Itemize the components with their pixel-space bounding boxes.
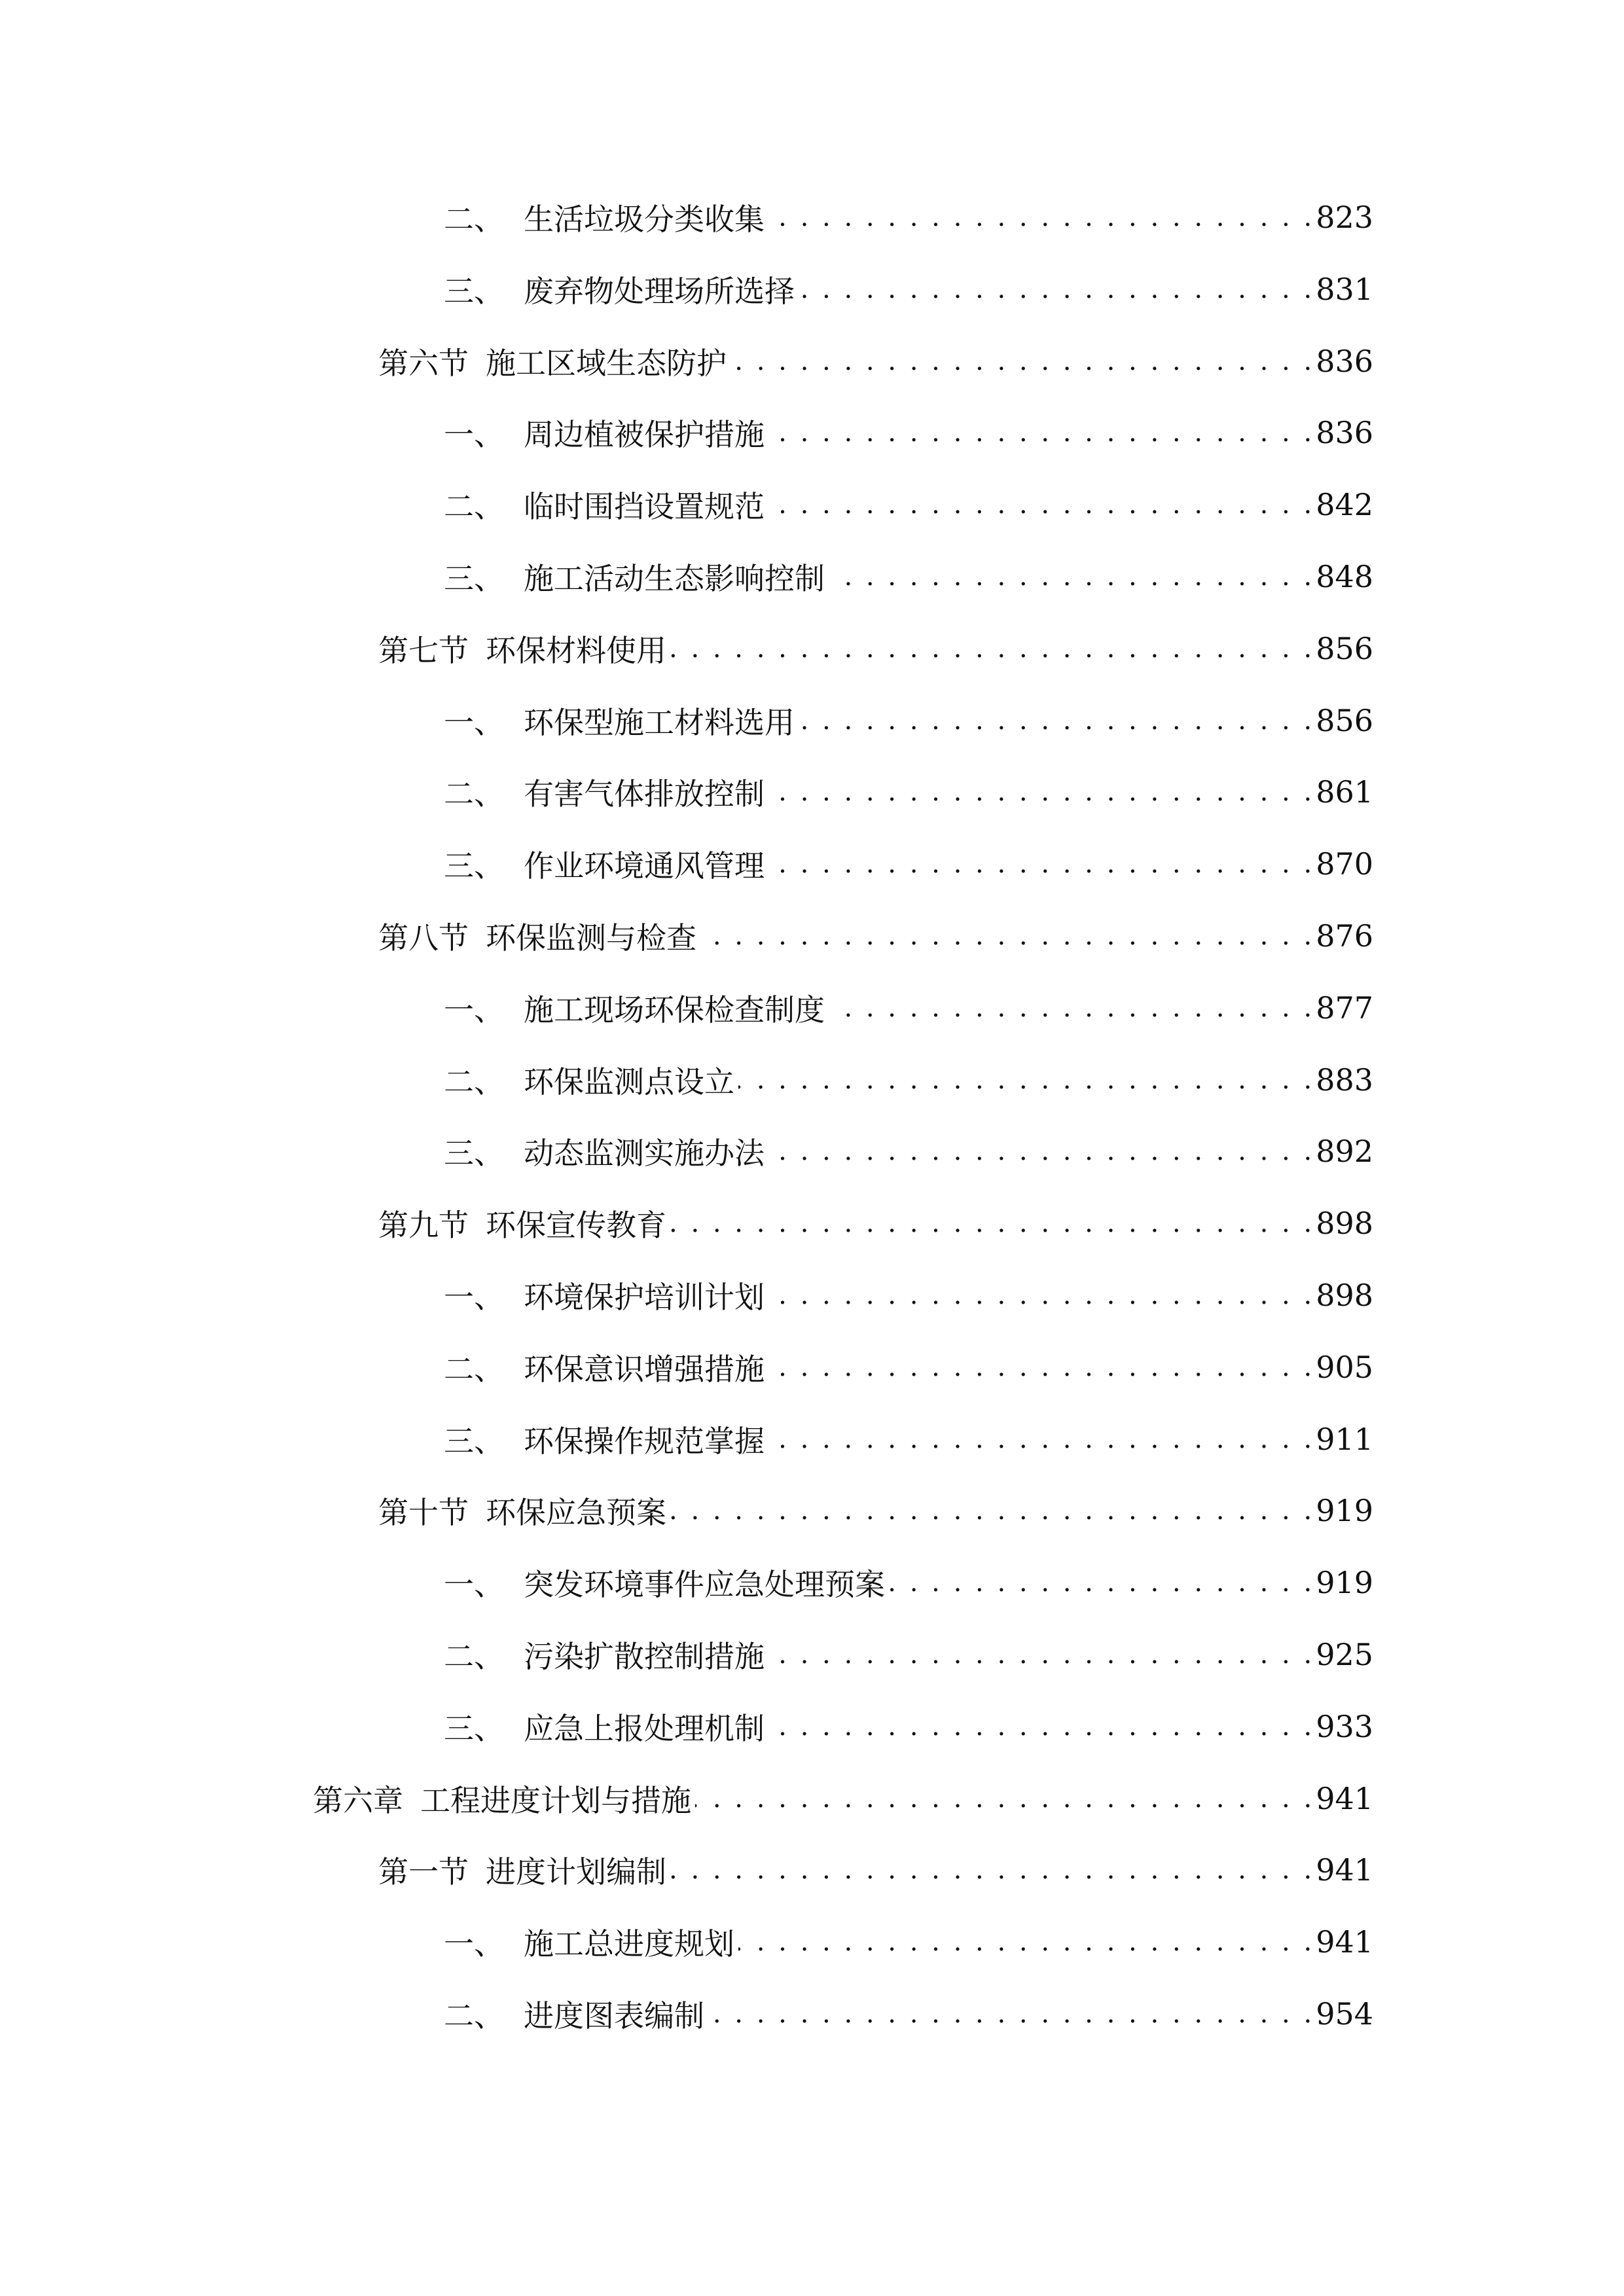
toc-entry-chapter[interactable] (313, 1763, 1373, 1835)
toc-entry-page-number: 898 (1316, 1278, 1373, 1313)
toc-entry-item[interactable] (444, 469, 1373, 541)
dot-leader (768, 1691, 1312, 1763)
dot-leader (768, 828, 1312, 900)
dot-leader (829, 972, 1312, 1044)
toc-entry-title: 环保应急预案 (486, 1495, 666, 1530)
toc-entry-number: 二、 (444, 489, 504, 524)
toc-entry-number: 二、 (444, 1639, 504, 1674)
toc-entry-title: 环保监测与检查 (486, 920, 696, 956)
toc-entry-item[interactable] (444, 1331, 1373, 1403)
toc-entry-page-number: 954 (1316, 1996, 1373, 2032)
toc-entry-number: 二、 (444, 1064, 504, 1100)
toc-entry-item[interactable] (444, 1691, 1373, 1763)
toc-entry-item[interactable] (444, 1044, 1373, 1116)
toc-entry-title: 作业环境通风管理 (524, 848, 765, 884)
toc-entry-item[interactable] (444, 1403, 1373, 1475)
toc-entry-page-number: 941 (1316, 1852, 1373, 1888)
toc-entry-page-number: 831 (1316, 272, 1373, 307)
toc-entry-item[interactable] (444, 397, 1373, 469)
toc-entry-number: 三、 (444, 1136, 504, 1171)
dot-leader (695, 1763, 1312, 1835)
toc-entry-page-number: 919 (1316, 1493, 1373, 1528)
toc-entry-number: 二、 (444, 202, 504, 237)
toc-entry-title: 环保型施工材料选用 (524, 705, 795, 740)
toc-entry-page-number: 861 (1316, 774, 1373, 810)
toc-entry-title: 周边植被保护措施 (524, 417, 765, 452)
toc-entry-item[interactable] (444, 1259, 1373, 1331)
toc-entry-item[interactable] (444, 1906, 1373, 1978)
toc-entry-section[interactable] (378, 1187, 1373, 1259)
toc-entry-title: 环保宣传教育 (486, 1208, 666, 1243)
dot-leader (768, 1619, 1312, 1691)
dot-leader (768, 1259, 1312, 1331)
toc-entry-title: 生活垃圾分类收集 (524, 202, 765, 237)
toc-entry-item[interactable] (444, 685, 1373, 757)
toc-entry-title: 环保意识增强措施 (524, 1352, 765, 1387)
dot-leader (738, 1044, 1312, 1116)
toc-entry-title: 进度计划编制 (486, 1854, 666, 1890)
dot-leader (670, 1187, 1312, 1259)
dot-leader (768, 1331, 1312, 1403)
toc-entry-item[interactable] (444, 756, 1373, 828)
toc-entry-item[interactable] (444, 972, 1373, 1044)
toc-entry-title: 应急上报处理机制 (524, 1711, 765, 1746)
dot-leader (708, 1978, 1312, 2050)
toc-entry-number: 第九节 (378, 1208, 469, 1243)
toc-entry-title: 动态监测实施办法 (524, 1136, 765, 1171)
toc-entry-page-number: 877 (1316, 990, 1373, 1026)
toc-entry-number: 三、 (444, 561, 504, 596)
toc-entry-page-number: 842 (1316, 487, 1373, 522)
toc-entry-title: 施工活动生态影响控制 (524, 561, 825, 596)
toc-entry-number: 第六章 (313, 1783, 403, 1818)
toc-entry-page-number: 941 (1316, 1781, 1373, 1816)
toc-entry-item[interactable] (444, 1115, 1373, 1187)
toc-entry-number: 一、 (444, 417, 504, 452)
toc-entry-number: 一、 (444, 705, 504, 740)
toc-entry-title: 施工区域生态防护 (486, 346, 727, 381)
toc-entry-section[interactable] (378, 325, 1373, 397)
dot-leader (799, 685, 1312, 757)
dot-leader (768, 181, 1312, 253)
toc-entry-number: 一、 (444, 1567, 504, 1602)
toc-entry-number: 一、 (444, 1280, 504, 1315)
toc-entry-number: 第十节 (378, 1495, 469, 1530)
dot-leader (768, 756, 1312, 828)
toc-entry-section[interactable] (378, 1475, 1373, 1547)
toc-entry-page-number: 905 (1316, 1350, 1373, 1385)
toc-entry-page-number: 823 (1316, 200, 1373, 235)
dot-leader (768, 1403, 1312, 1475)
toc-entry-page-number: 856 (1316, 631, 1373, 666)
toc-entry-section[interactable] (378, 613, 1373, 685)
toc-entry-section[interactable] (378, 900, 1373, 972)
toc-entry-title: 环保材料使用 (486, 633, 666, 668)
toc-entry-page-number: 941 (1316, 1924, 1373, 1960)
toc-entry-title: 施工现场环保检查制度 (524, 992, 825, 1028)
toc-entry-title: 废弃物处理场所选择 (524, 274, 795, 309)
toc-entry-number: 三、 (444, 1711, 504, 1746)
toc-entry-title: 工程进度计划与措施 (420, 1783, 691, 1818)
toc-entry-title: 环境保护培训计划 (524, 1280, 765, 1315)
toc-entry-title: 污染扩散控制措施 (524, 1639, 765, 1674)
toc-entry-page-number: 870 (1316, 846, 1373, 882)
toc-entry-page-number: 919 (1316, 1565, 1373, 1600)
dot-leader (768, 469, 1312, 541)
toc-entry-item[interactable] (444, 1547, 1373, 1619)
toc-entry-page-number: 892 (1316, 1134, 1373, 1169)
dot-leader (799, 253, 1312, 325)
toc-entry-item[interactable] (444, 541, 1373, 613)
toc-entry-number: 第八节 (378, 920, 469, 956)
toc-entry-number: 三、 (444, 1424, 504, 1459)
toc-entry-item[interactable] (444, 253, 1373, 325)
toc-entry-number: 第六节 (378, 346, 469, 381)
toc-entry-item[interactable] (444, 1978, 1373, 2050)
dot-leader (731, 325, 1312, 397)
toc-entry-number: 二、 (444, 1998, 504, 2034)
toc-entry-title: 临时围挡设置规范 (524, 489, 765, 524)
toc-entry-item[interactable] (444, 181, 1373, 253)
toc-entry-number: 第一节 (378, 1854, 469, 1890)
toc-entry-number: 三、 (444, 274, 504, 309)
toc-entry-item[interactable] (444, 1619, 1373, 1691)
toc-entry-title: 进度图表编制 (524, 1998, 704, 2034)
toc-entry-page-number: 925 (1316, 1637, 1373, 1672)
toc-entry-title: 环保监测点设立 (524, 1064, 734, 1100)
dot-leader (738, 1906, 1312, 1978)
toc-entry-page-number: 898 (1316, 1206, 1373, 1241)
toc-entry-page-number: 876 (1316, 918, 1373, 954)
toc-entry-number: 二、 (444, 776, 504, 812)
toc-entry-number: 第七节 (378, 633, 469, 668)
toc-entry-number: 一、 (444, 1926, 504, 1962)
toc-entry-page-number: 848 (1316, 559, 1373, 594)
toc-entry-number: 三、 (444, 848, 504, 884)
toc-entry-section[interactable] (378, 1834, 1373, 1906)
dot-leader (768, 1115, 1312, 1187)
toc-entry-title: 有害气体排放控制 (524, 776, 765, 812)
toc-entry-page-number: 836 (1316, 344, 1373, 379)
toc-entry-page-number: 911 (1316, 1422, 1373, 1457)
toc-entry-title: 施工总进度规划 (524, 1926, 734, 1962)
dot-leader (889, 1547, 1312, 1619)
dot-leader (670, 1834, 1312, 1906)
toc-entry-title: 环保操作规范掌握 (524, 1424, 765, 1459)
toc-entry-item[interactable] (444, 828, 1373, 900)
dot-leader (768, 397, 1312, 469)
toc-entry-page-number: 883 (1316, 1062, 1373, 1098)
toc-entry-page-number: 933 (1316, 1709, 1373, 1744)
toc-entry-title: 突发环境事件应急处理预案 (524, 1567, 885, 1602)
dot-leader (829, 541, 1312, 613)
toc-entry-page-number: 856 (1316, 703, 1373, 738)
dot-leader (670, 613, 1312, 685)
toc-entry-number: 二、 (444, 1352, 504, 1387)
dot-leader (700, 900, 1312, 972)
dot-leader (670, 1475, 1312, 1547)
toc-entry-page-number: 836 (1316, 415, 1373, 450)
toc-entry-number: 一、 (444, 992, 504, 1028)
